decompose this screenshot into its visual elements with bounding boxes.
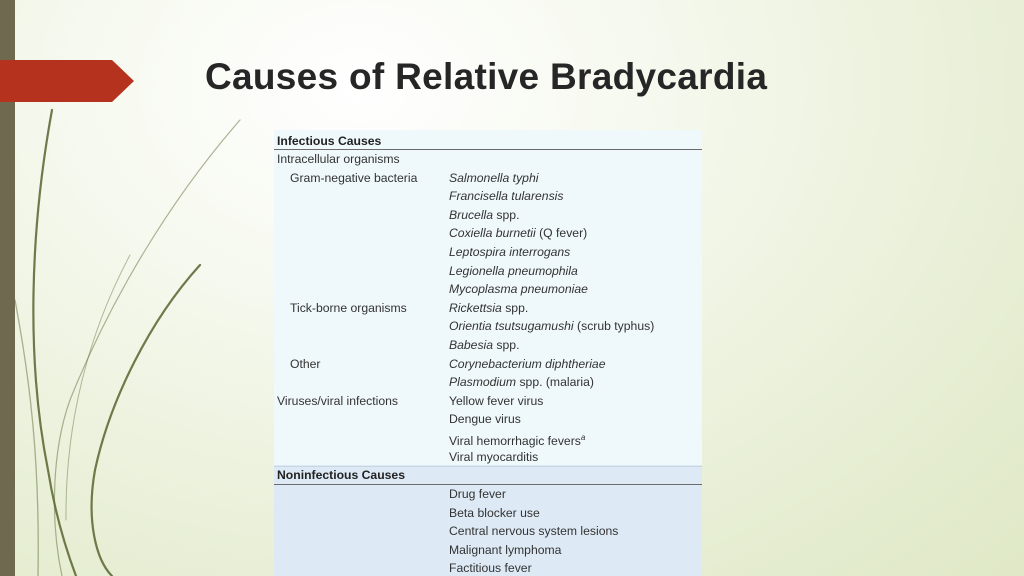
row-category: Gram-negative bacteria [290, 170, 418, 185]
table-row [274, 373, 702, 392]
table-row [274, 541, 702, 560]
table-row [274, 429, 702, 448]
row-value: Drug fever [449, 487, 506, 501]
row-value: Rickettsia spp. [449, 300, 529, 315]
row-value: Viral myocarditis [449, 449, 539, 464]
table-row [274, 224, 702, 243]
table-row [274, 504, 702, 523]
infectious-causes-header: Infectious Causes [277, 134, 382, 148]
row-category: Viruses/viral infections [277, 393, 399, 408]
noninfectious-causes-header: Noninfectious Causes [277, 468, 405, 482]
table-row [274, 299, 702, 318]
table-row [274, 243, 702, 262]
table-row [274, 187, 702, 206]
table-row [274, 448, 702, 467]
row-value: Beta blocker use [449, 505, 540, 520]
row-category: Tick-borne organisms [290, 300, 407, 315]
row-value: Legionella pneumophila [449, 263, 578, 278]
row-value: Malignant lymphoma [449, 542, 562, 557]
row-value: Babesia spp. [449, 338, 520, 352]
table-row [274, 559, 702, 576]
row-value: Dengue virus [449, 412, 521, 427]
row-category: Intracellular organisms [277, 152, 400, 166]
row-value: Plasmodium spp. (malaria) [449, 375, 594, 390]
row-value: Brucella spp. [449, 207, 520, 222]
table-row [274, 410, 702, 429]
table-row [274, 169, 702, 188]
table-row [274, 485, 702, 504]
row-value: Central nervous system lesions [449, 524, 619, 539]
row-value: Francisella tularensis [449, 189, 564, 204]
row-value: Factitious fever [449, 561, 532, 576]
row-value: Corynebacterium diphtheriae [449, 356, 606, 371]
row-value: Leptospira interrogans [449, 245, 571, 259]
row-value: Mycoplasma pneumoniae [449, 282, 588, 297]
row-value: Coxiella burnetii (Q fever) [449, 226, 588, 241]
table-row [274, 355, 702, 374]
table-row [274, 150, 702, 169]
accent-arrow-shape [0, 60, 134, 102]
row-category: Other [290, 356, 321, 371]
table-row [274, 317, 702, 336]
row-value: Salmonella typhi [449, 170, 539, 185]
slide-title: Causes of Relative Bradycardia [205, 56, 768, 97]
table-row [274, 336, 702, 355]
table-row [274, 262, 702, 281]
table-row [274, 206, 702, 225]
table-row [274, 280, 702, 299]
causes-table [274, 130, 702, 576]
table-row [274, 522, 702, 541]
row-value: Viral hemorrhagic fevers$^a$ [449, 433, 586, 449]
table-row [274, 392, 702, 411]
row-value: Yellow fever virus [449, 393, 544, 408]
row-value: Orientia tsutsugamushi (scrub typhus) [449, 319, 655, 334]
